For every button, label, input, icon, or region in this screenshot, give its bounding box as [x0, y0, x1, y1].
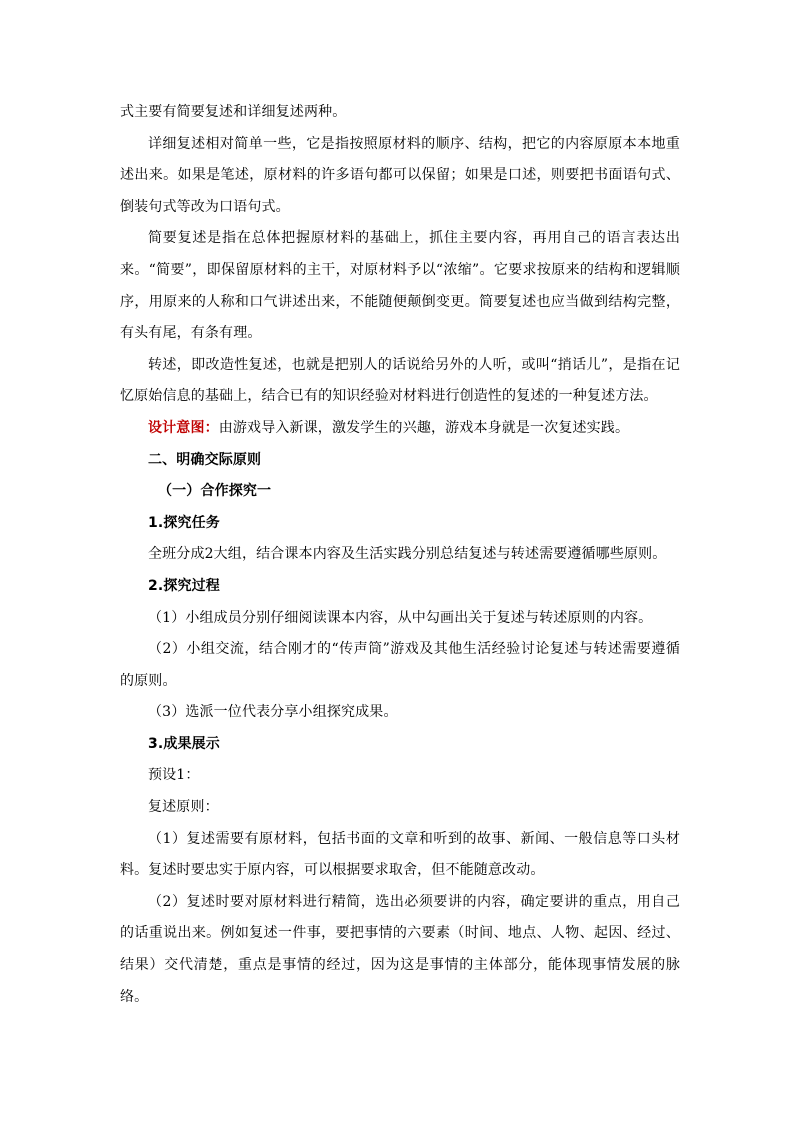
paragraph-relay: 转述，即改造性复述，也就是把别人的话说给另外的人听，或叫“捎话儿”，是指在记忆原始信息的基础上，结合已有的知识经验对材料进行创造性的复述的一种复述方法。 [120, 356, 680, 405]
item-heading-task: 1.探究任务 [148, 514, 220, 531]
subsection-heading: （一）合作探究一 [158, 483, 272, 500]
process-step-1: （1）小组成员分别仔细阅读课本内容，从中勾画出关于复述与转述原则的内容。 [148, 609, 653, 626]
design-intent [120, 413, 680, 445]
item-heading-results: 3.成果展示 [148, 735, 220, 752]
paragraph-intro-tail: 式主要有简要复述和详细复述两种。 [120, 104, 347, 120]
principle-1: （1）复述需要有原材料，包括书面的文章和听到的故事、新闻、一般信息等口头材料。复述时要忠实于原内容，可以根据要求取舍，但不能随意改动。 [120, 830, 680, 879]
process-step-2: （2）小组交流，结合刚才的“传声筒”游戏及其他生活经验讨论复述与转述需要遵循的原则。 [120, 641, 680, 689]
document-body [120, 97, 680, 1013]
paragraph-detailed-retelling: 详细复述相对简单一些，它是指按照原材料的顺序、结构，把它的内容原原本本地重述出来。如果是笔述，原材料的许多语句都可以保留；如果是口述，则要把书面语句式、倒装句式等改为口语句式。 [120, 135, 680, 215]
paragraph-brief-retelling: 简要复述是指在总体把握原材料的基础上，抓住主要内容，再用自己的语言表达出来。“简要”，即保留原材料的主干，对原材料予以“浓缩”。它要求按原来的结构和逻辑顺序，用原来的人称和口气讲述出来，不能随便颠倒变更。简要复述也应当做到结构完整，有头有尾，有条有理。 [120, 230, 680, 342]
design-intent-text: 由游戏导入新课，激发学生的兴趣，游戏本身就是一次复述实践。 [218, 419, 630, 436]
process-step-3: （3）选派一位代表分享小组探究成果。 [148, 704, 398, 721]
preset-label: 预设1： [148, 767, 200, 784]
design-intent-label: 设计意图： [148, 419, 219, 436]
item-heading-process: 2.探究过程 [148, 577, 220, 594]
principle-title: 复述原则： [148, 799, 219, 816]
task-text: 全班分成2大组，结合课本内容及生活实践分别总结复述与转述需要遵循哪些原则。 [148, 546, 667, 563]
principle-2: （2）复述时要对原材料进行精简，选出必须要讲的内容，确定要讲的重点，用自己的话重说出来。例如复述一件事，要把事情的六要素（时间、地点、人物、起因、经过、结果）交代清楚，重点是事情的经过，因为这是事情的主体部分，能体现事情发展的脉络。 [120, 893, 680, 1005]
section-heading: 二、明确交际原则 [148, 451, 262, 468]
